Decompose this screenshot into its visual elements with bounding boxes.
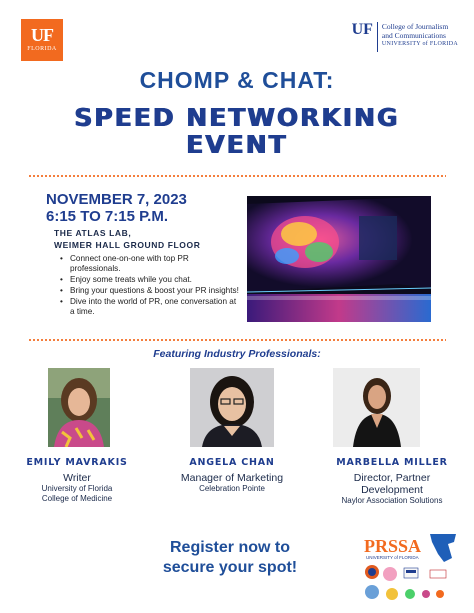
uf-logo-subtext: FLORIDA [27,46,57,52]
speaker-photo-marbella [333,368,420,447]
event-title-line-3: EVENT [186,130,288,159]
college-line-2: and Communications [381,31,446,40]
college-line-1: College of Journalism [381,22,449,31]
uf-logo [21,19,63,61]
speaker-name: ANGELA CHAN [189,457,275,468]
highlight-item: • Bring your questions & boost your PR insights! [60,286,240,296]
highlight-item: • Dive into the world of PR, one conversation at a time. [60,297,240,317]
highlight-item: • Connect one-on-one with top PR professionals. [60,254,240,274]
prssa-logo-subtext: UNIVERSITY of FLORIDA [366,555,419,560]
featuring-heading: Featuring Industry Professionals: [153,348,321,360]
speaker-details-marbella [317,472,467,506]
speaker-org: College of Medicine [41,494,113,503]
college-line-3: UNIVERSITY of FLORIDA [381,41,458,47]
prssa-logo-text: PRSSA [364,536,422,556]
speaker-details-emily [2,472,152,504]
dotted-divider [28,175,446,177]
speaker-name: EMILY MAVRAKIS [26,457,128,468]
speaker-photo-emily [48,368,110,447]
event-title-main [0,104,474,158]
uf-logo-text: UF [31,25,53,45]
speaker-role: Writer [63,472,91,484]
register-line-2: secure your spot! [162,559,298,576]
event-title-line-1: CHOMP & CHAT: [139,67,335,93]
highlight-item: • Enjoy some treats while you chat. [60,275,240,285]
event-highlights-list [60,254,240,318]
speaker-org: Celebration Pointe [199,484,265,493]
register-cta [130,538,330,578]
speaker-org: Naylor Association Solutions [341,496,443,505]
speaker-photo-angela [190,368,274,447]
speaker-role: Manager of Marketing [180,472,284,484]
speaker-role: Director, Partner [353,472,431,484]
speaker-details-angela [157,472,307,494]
event-title-line-2: SPEED NETWORKING [74,103,400,132]
event-venue-line-1: THE ATLAS LAB, [54,228,132,238]
speaker-org: University of Florida [41,484,113,493]
dotted-divider [28,339,446,341]
prssa-logo [360,532,460,604]
college-logo-uf: UF [352,22,378,52]
atlas-lab-photo [247,196,431,322]
event-time: 6:15 TO 7:15 P.M. [46,208,169,225]
college-logo-text [382,22,458,49]
register-line-1: Register now to [169,539,290,556]
event-venue-line-2: WEIMER HALL GROUND FLOOR [54,240,201,250]
speaker-role: Development [361,484,423,496]
college-logo [352,22,458,52]
event-date: NOVEMBER 7, 2023 [46,191,187,208]
speaker-name: MARBELLA MILLER [336,457,448,468]
